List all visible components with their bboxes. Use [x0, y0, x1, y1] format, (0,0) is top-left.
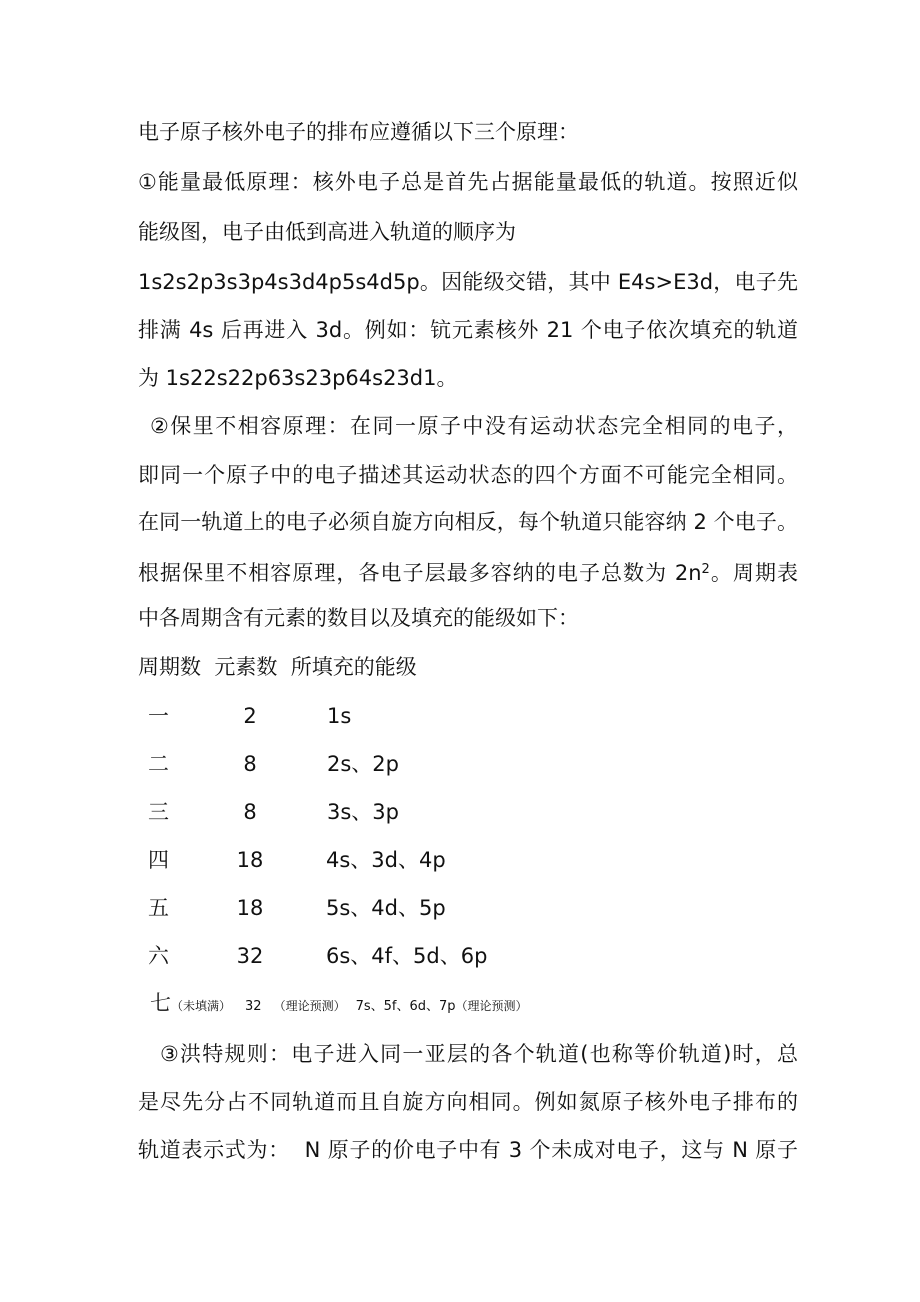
table-header: 周期数 元素数 所填充的能级: [138, 655, 417, 679]
energy-levels: 2s、2p: [327, 752, 399, 776]
element-count: 8: [243, 800, 257, 824]
period-name: 一: [148, 704, 169, 728]
principle1-line: 能级图，电子由低到高进入轨道的顺序为: [138, 220, 516, 244]
energy-levels: 7s、5f、6d、7p: [355, 999, 456, 1014]
period-row: [138, 749, 798, 779]
energy-levels: 4s、3d、4p: [326, 848, 446, 872]
element-count: 32: [245, 999, 262, 1014]
period-name: 六: [148, 944, 169, 968]
principle2-line: ②保里不相容原理：在同一原子中没有运动状态完全相同的电子，: [150, 414, 798, 438]
principle2-line: 即同一个原子中的电子描述其运动状态的四个方面不可能完全相同。: [138, 463, 798, 487]
principle3-line: 是尽先分占不同轨道而且自旋方向相同。例如氮原子核外电子排布的: [138, 1090, 798, 1114]
energy-levels: 3s、3p: [327, 800, 399, 824]
energy-levels: 1s: [327, 704, 352, 728]
element-count: 32: [236, 944, 264, 968]
period-name: 三: [148, 800, 169, 824]
period-name: 二: [148, 752, 169, 776]
period-row: [138, 941, 798, 971]
period-row-seven: [150, 988, 528, 1018]
principle2-text-after: 。周期表: [709, 561, 799, 585]
element-count: 18: [236, 848, 264, 872]
element-count: 8: [243, 752, 257, 776]
principle2-text-before: 根据保里不相容原理，各电子层最多容纳的电子总数为 2n: [138, 561, 702, 585]
period-row: [138, 701, 798, 731]
element-count: 18: [236, 896, 264, 920]
period-name: 七: [150, 991, 171, 1015]
period-name: 四: [148, 848, 169, 872]
superscript-two: 2: [701, 562, 710, 577]
principle3-line: ③洪特规则：电子进入同一亚层的各个轨道(也称等价轨道)时，总: [160, 1042, 798, 1066]
period-row: [138, 845, 798, 875]
principle1-line: ①能量最低原理：核外电子总是首先占据能量最低的轨道。按照近似: [138, 170, 798, 194]
intro-line: 电子原子核外电子的排布应遵循以下三个原理：: [138, 120, 579, 144]
principle2-line: 在同一轨道上的电子必须自旋方向相反，每个轨道只能容纳 2 个电子。: [138, 510, 798, 534]
period-name: 五: [148, 896, 169, 920]
period-note: （理论预测）: [273, 999, 346, 1013]
principle2-line-with-superscript: [138, 555, 798, 588]
period-row: [138, 893, 798, 923]
period-row: [138, 797, 798, 827]
energy-levels: 6s、4f、5d、6p: [326, 944, 488, 968]
period-note: （理论预测）: [455, 999, 528, 1013]
element-count: 2: [243, 704, 257, 728]
principle1-line: 为 1s22s22p63s23p64s23d1。: [138, 366, 458, 390]
period-note: （未填满）: [171, 999, 232, 1013]
principle1-line: 1s2s2p3s3p4s3d4p5s4d5p。因能级交错，其中 E4s>E3d，电子先: [138, 270, 798, 294]
principle1-line: 排满 4s 后再进入 3d。例如：钪元素核外 21 个电子依次填充的轨道: [138, 318, 798, 342]
principle2-line: 中各周期含有元素的数目以及填充的能级如下：: [138, 606, 579, 630]
energy-levels: 5s、4d、5p: [326, 896, 446, 920]
principle3-line: 轨道表示式为： N 原子的价电子中有 3 个未成对电子，这与 N 原子: [138, 1138, 798, 1162]
